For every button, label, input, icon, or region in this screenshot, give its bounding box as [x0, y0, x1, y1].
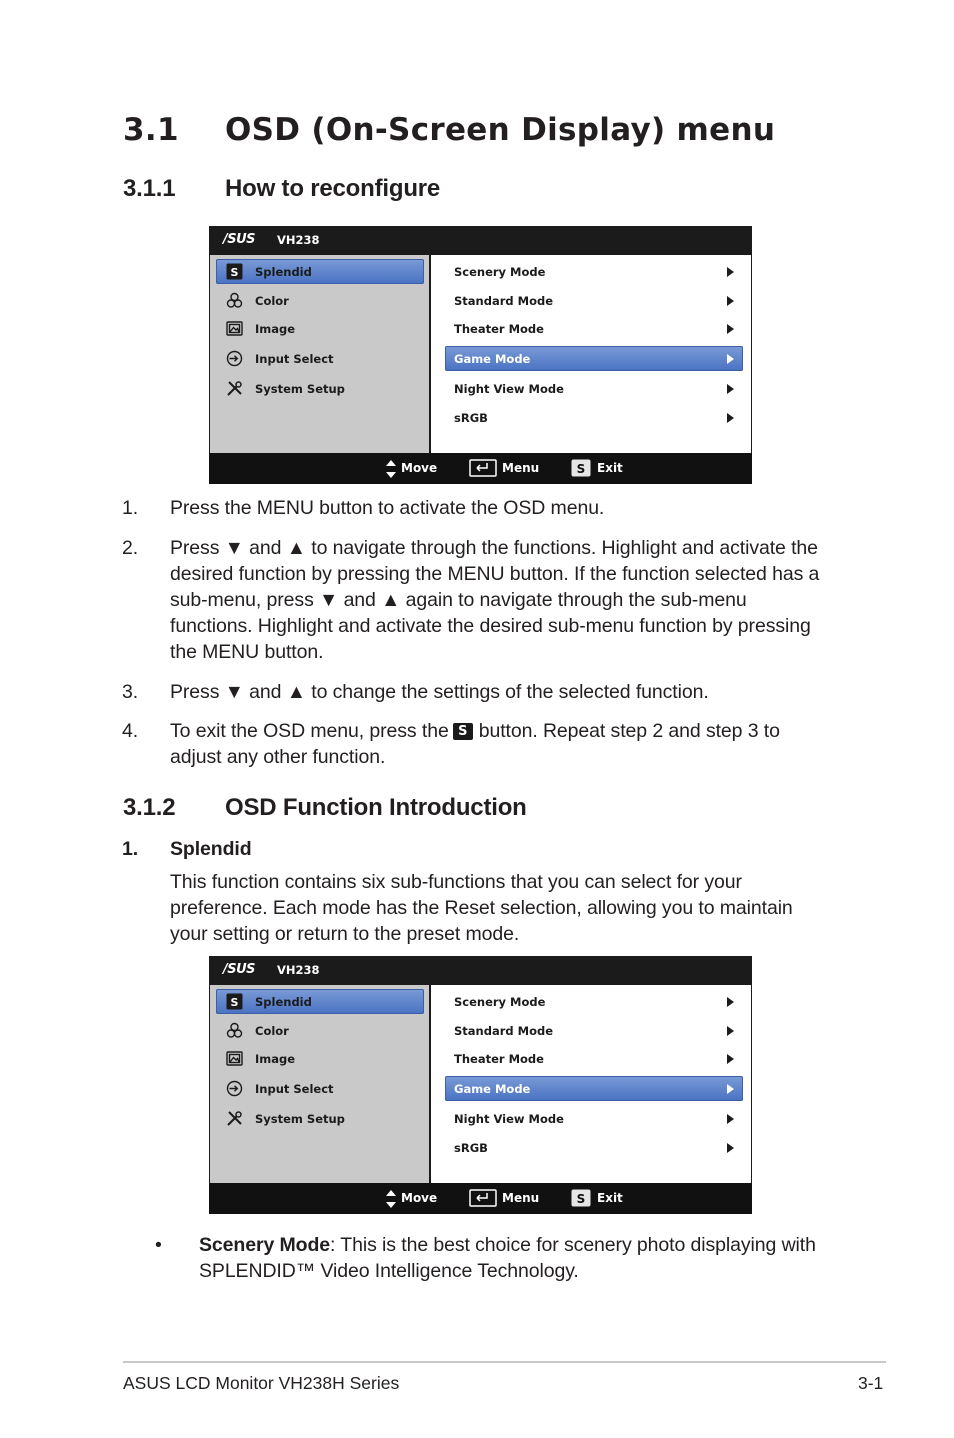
- osd-submenu-item-game-mode[interactable]: [445, 1076, 743, 1101]
- osd-menu-item-label: System Setup: [255, 382, 345, 396]
- svg-text:S: S: [576, 1192, 586, 1206]
- osd-menu-item-color[interactable]: [216, 288, 424, 313]
- osd-submenu-item-scenery-mode[interactable]: [445, 989, 743, 1014]
- bullet-mark: •: [155, 1234, 162, 1256]
- step-text-before: To exit the OSD menu, press the: [170, 720, 449, 742]
- osd-menu-item-system-setup[interactable]: [216, 376, 424, 401]
- step-text: Press the MENU button to activate the OSD menu.: [170, 497, 605, 519]
- step-number: 3.: [122, 681, 139, 703]
- s-key-icon: [571, 459, 591, 481]
- step-text-after: button. Repeat step 2 and step 3 to adjust any other function.: [170, 720, 780, 768]
- bullet-term: Scenery Mode: [199, 1234, 331, 1256]
- function-name: Splendid: [170, 838, 252, 860]
- osd-title-bar: [209, 226, 752, 254]
- arrow-right-icon: [727, 1054, 734, 1064]
- osd-submenu-item-srgb[interactable]: [445, 405, 743, 430]
- step-text: Press ▼ and ▲ to change the settings of the selected function.: [170, 681, 709, 703]
- osd-menu-item-splendid[interactable]: [216, 989, 424, 1014]
- osd-menu-item-label: Color: [255, 294, 289, 308]
- system-setup-icon: [226, 1110, 243, 1127]
- osd-menu-item-label: Input Select: [255, 352, 334, 366]
- menu-enter-icon: [469, 459, 497, 481]
- osd-menu-item-label: Splendid: [255, 265, 312, 279]
- asus-logo: /SUS: [223, 962, 256, 977]
- arrow-right-icon: [727, 354, 734, 364]
- function-number: 1.: [122, 838, 139, 860]
- osd-menu-item-image[interactable]: [216, 316, 424, 341]
- image-icon: [226, 320, 243, 337]
- osd-submenu-item-label: Game Mode: [454, 1082, 531, 1096]
- section-number: 3.1.1: [123, 175, 176, 202]
- section-text: How to reconfigure: [225, 175, 441, 202]
- image-icon: [226, 1050, 243, 1067]
- osd-footer-bar: [209, 453, 752, 484]
- up-down-arrow-icon: [385, 1189, 397, 1213]
- osd-menu-item-label: Image: [255, 1052, 296, 1066]
- osd-model-name: VH238: [277, 963, 320, 977]
- osd-menu-item-label: Input Select: [255, 1082, 334, 1096]
- svg-text:S: S: [576, 462, 586, 476]
- osd-menu-screenshot-1: [209, 226, 752, 484]
- section-number: 3.1.2: [123, 794, 176, 821]
- title-number: 3.1: [123, 112, 179, 148]
- s-key-icon: [571, 1189, 591, 1211]
- color-icon: [226, 292, 243, 309]
- osd-submenu-item-label: sRGB: [454, 1141, 488, 1155]
- osd-submenu-item-label: Scenery Mode: [454, 265, 546, 279]
- osd-menu-item-label: System Setup: [255, 1112, 345, 1126]
- color-icon: [226, 1022, 243, 1039]
- osd-submenu-item-night-view-mode[interactable]: [445, 376, 743, 401]
- arrow-right-icon: [727, 296, 734, 306]
- arrow-right-icon: [727, 324, 734, 334]
- step-2: [122, 535, 842, 675]
- input-select-icon: [226, 1080, 243, 1097]
- osd-submenu-item-label: sRGB: [454, 411, 488, 425]
- arrow-right-icon: [727, 997, 734, 1007]
- up-down-arrow-icon: [385, 459, 397, 483]
- osd-footer-exit: Exit: [597, 461, 623, 475]
- osd-menu-item-input-select[interactable]: [216, 1076, 424, 1101]
- osd-menu-item-label: Color: [255, 1024, 289, 1038]
- svg-text:S: S: [230, 996, 239, 1009]
- osd-submenu-item-label: Night View Mode: [454, 382, 564, 396]
- osd-submenu-item-label: Standard Mode: [454, 1024, 554, 1038]
- system-setup-icon: [226, 380, 243, 397]
- arrow-right-icon: [727, 1084, 734, 1094]
- s-key-icon: S: [453, 723, 473, 740]
- osd-submenu-item-label: Theater Mode: [454, 322, 544, 336]
- bullet-text: [199, 1232, 839, 1284]
- osd-menu-item-input-select[interactable]: [216, 346, 424, 371]
- arrow-right-icon: [727, 1114, 734, 1124]
- page-title: [123, 112, 775, 148]
- step-number: 1.: [122, 497, 139, 519]
- step-1: [122, 495, 842, 523]
- osd-footer-exit: Exit: [597, 1191, 623, 1205]
- osd-submenu-item-label: Scenery Mode: [454, 995, 546, 1009]
- bullet-description: : This is the best choice for scenery photo displaying with SPLENDID™ Video Intelligence Technology.: [199, 1234, 816, 1282]
- osd-submenu-item-theater-mode[interactable]: [445, 316, 743, 341]
- osd-menu-item-label: Splendid: [255, 995, 312, 1009]
- arrow-right-icon: [727, 267, 734, 277]
- osd-submenu-item-standard-mode[interactable]: [445, 1018, 743, 1043]
- osd-submenu: [431, 985, 751, 1183]
- osd-submenu-item-label: Theater Mode: [454, 1052, 544, 1066]
- osd-menu-item-color[interactable]: [216, 1018, 424, 1043]
- osd-submenu-item-label: Game Mode: [454, 352, 531, 366]
- osd-submenu-item-game-mode[interactable]: [445, 346, 743, 371]
- footer-divider: [123, 1361, 886, 1363]
- title-text: OSD (On-Screen Display) menu: [225, 112, 776, 148]
- input-select-icon: [226, 350, 243, 367]
- osd-submenu-item-theater-mode[interactable]: [445, 1046, 743, 1071]
- menu-enter-icon: [469, 1189, 497, 1211]
- osd-submenu: [431, 255, 751, 453]
- arrow-right-icon: [727, 384, 734, 394]
- osd-menu-item-splendid[interactable]: [216, 259, 424, 284]
- splendid-s-icon: [226, 993, 243, 1010]
- step-number: 4.: [122, 720, 139, 742]
- step-text: [170, 718, 830, 770]
- osd-model-name: VH238: [277, 233, 320, 247]
- osd-submenu-item-night-view-mode[interactable]: [445, 1106, 743, 1131]
- arrow-right-icon: [727, 413, 734, 423]
- osd-footer-bar: [209, 1183, 752, 1214]
- section-text: OSD Function Introduction: [225, 794, 527, 821]
- osd-submenu-item-label: Night View Mode: [454, 1112, 564, 1126]
- step-number: 2.: [122, 537, 139, 559]
- osd-submenu-item-label: Standard Mode: [454, 294, 554, 308]
- osd-title-bar: [209, 956, 752, 984]
- osd-footer-move: Move: [401, 461, 438, 475]
- step-4: [122, 718, 842, 774]
- footer-doc-title: ASUS LCD Monitor VH238H Series: [123, 1373, 400, 1393]
- osd-submenu-item-standard-mode[interactable]: [445, 288, 743, 313]
- osd-footer-menu: Menu: [502, 1191, 540, 1205]
- osd-submenu-item-scenery-mode[interactable]: [445, 259, 743, 284]
- section-heading-how-to-reconfigure: [123, 175, 440, 203]
- osd-menu-item-system-setup[interactable]: [216, 1106, 424, 1131]
- section-heading-osd-function-introduction: [123, 794, 527, 822]
- svg-text:S: S: [230, 266, 239, 279]
- osd-submenu-item-srgb[interactable]: [445, 1135, 743, 1160]
- function-description: This function contains six sub-functions that you can select for your preference. Each mode has the Reset selection, allowing you to maintain your setting or return to the preset mode.: [170, 871, 793, 945]
- arrow-right-icon: [727, 1143, 734, 1153]
- splendid-s-icon: [226, 263, 243, 280]
- footer-page-number: 3-1: [858, 1373, 884, 1393]
- osd-footer-move: Move: [401, 1191, 438, 1205]
- arrow-right-icon: [727, 1026, 734, 1036]
- asus-logo: /SUS: [223, 232, 256, 247]
- step-text: Press ▼ and ▲ to navigate through the functions. Highlight and activate the desired function by pressing the MENU button. If the function selected has a sub-menu, press ▼ and ▲ again to navigate through the sub-menu functions. Highlight and activate the desired sub-menu function by pressing the MENU button.: [170, 537, 820, 663]
- osd-menu-item-label: Image: [255, 322, 296, 336]
- osd-menu-item-image[interactable]: [216, 1046, 424, 1071]
- osd-main-menu: [210, 985, 429, 1183]
- osd-main-menu: [210, 255, 429, 453]
- osd-footer-menu: Menu: [502, 461, 540, 475]
- step-3: [122, 679, 842, 707]
- osd-menu-screenshot-2: [209, 956, 752, 1214]
